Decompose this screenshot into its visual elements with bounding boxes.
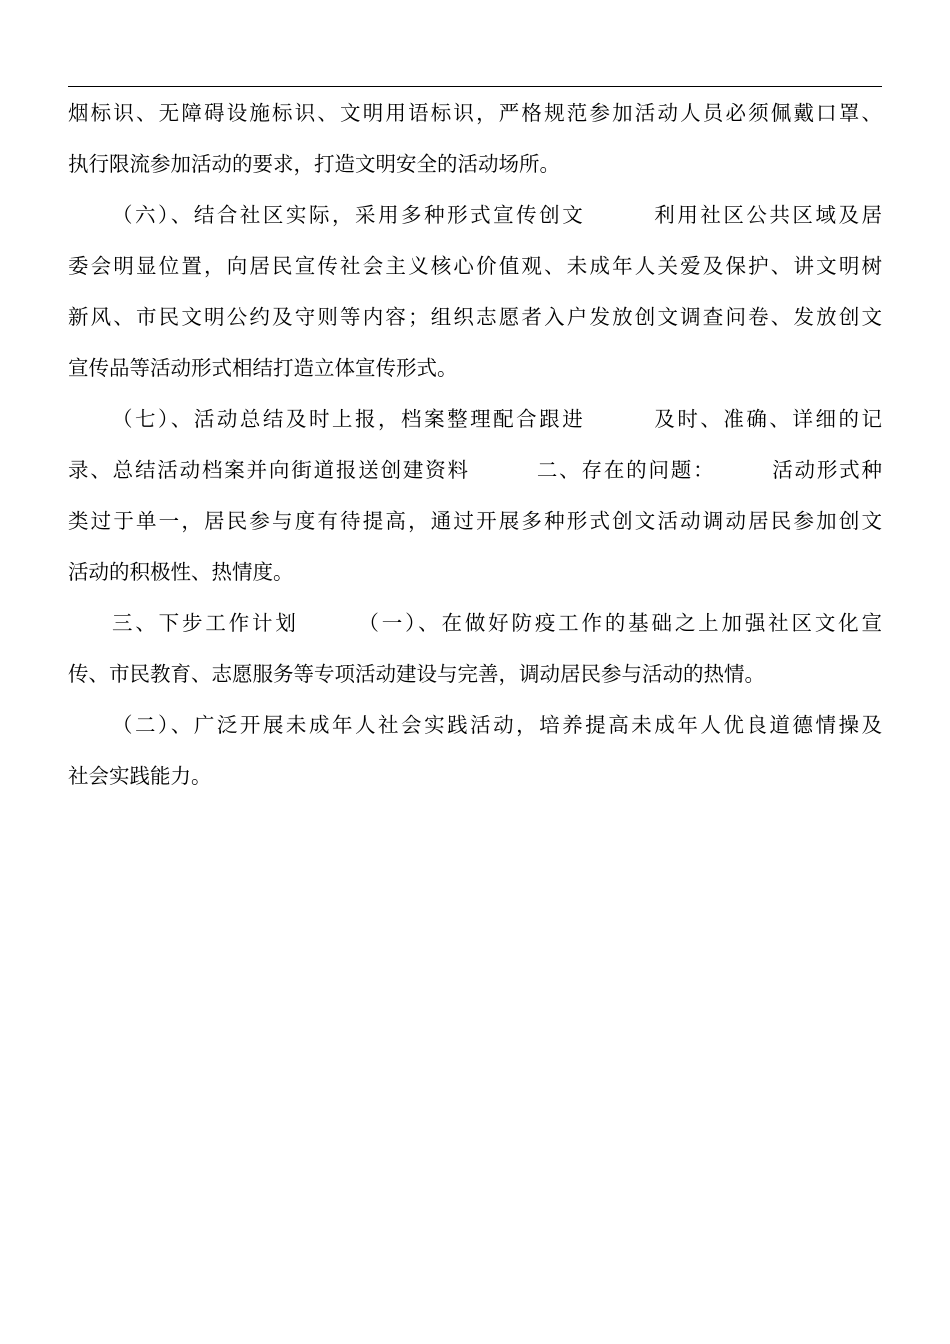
text-line: （七）、活动总结及时上报，档案整理配合跟进 及时、准确、详细的记 xyxy=(112,407,882,431)
text-line: （六）、结合社区实际，采用多种形式宣传创文 利用社区公共区域及居 xyxy=(112,203,882,227)
text-line: 烟标识、无障碍设施标识、文明用语标识，严格规范参加活动人员必须佩戴口罩、 xyxy=(68,101,882,125)
header-rule xyxy=(68,86,882,87)
text-line: 三、下步工作计划 （一）、在做好防疫工作的基础之上加强社区文化宣 xyxy=(112,611,882,635)
text-line: 宣传品等活动形式相结打造立体宣传形式。 xyxy=(68,356,458,380)
text-line: 委会明显位置，向居民宣传社会主义核心价值观、未成年人关爱及保护、讲文明树 xyxy=(68,254,882,278)
document-body xyxy=(68,88,882,802)
text-line: 传、市民教育、志愿服务等专项活动建设与完善，调动居民参与活动的热情。 xyxy=(68,662,765,686)
text-line: 社会实践能力。 xyxy=(68,764,212,788)
text-line: 类过于单一，居民参与度有待提高，通过开展多种形式创文活动调动居民参加创文 xyxy=(68,509,882,533)
text-line: 新风、市民文明公约及守则等内容；组织志愿者入户发放创文调查问卷、发放创文 xyxy=(68,305,882,329)
text-line: （二）、广泛开展未成年人社会实践活动，培养提高未成年人优良道德情操及 xyxy=(112,713,882,737)
text-line: 活动的积极性、热情度。 xyxy=(68,560,294,584)
text-line: 执行限流参加活动的要求，打造文明安全的活动场所。 xyxy=(68,152,560,176)
text-line: 录、总结活动档案并向街道报送创建资料 二、存在的问题： 活动形式种 xyxy=(68,458,882,482)
